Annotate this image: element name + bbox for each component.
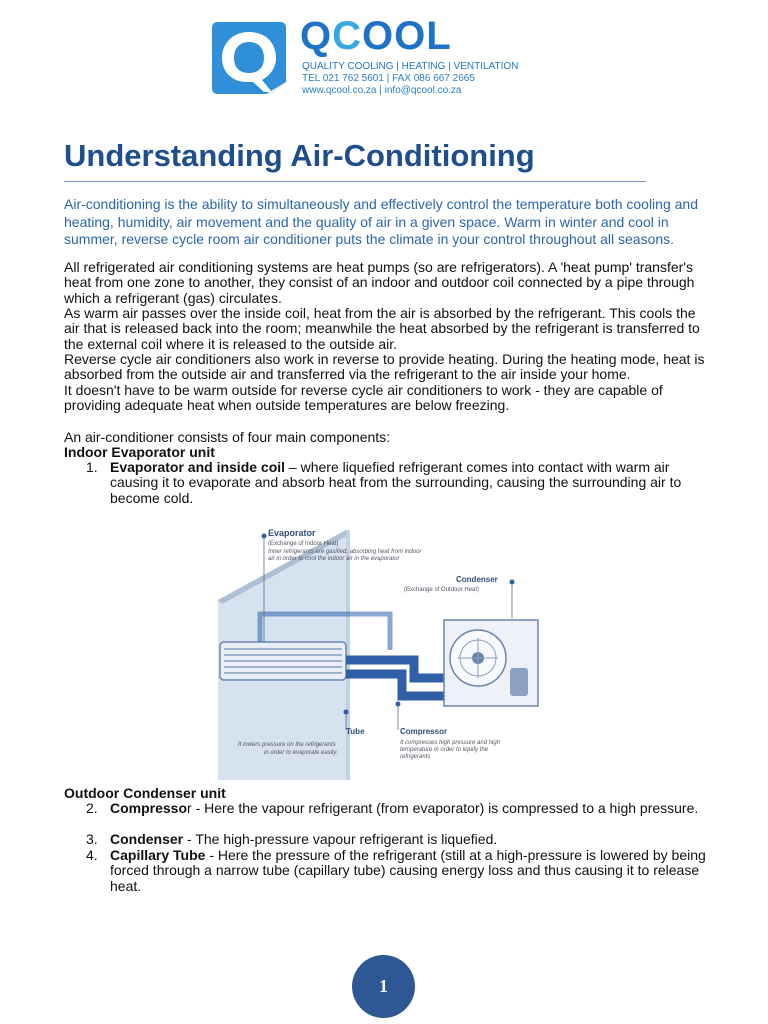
svg-text:(Exchange of Indoor Heat): (Exchange of Indoor Heat)	[268, 541, 339, 547]
qcool-logo	[200, 14, 519, 104]
tube-label: Tube	[346, 727, 365, 736]
svg-text:Inner refrigerants are gasifie: Inner refrigerants are gasified, absorbing heat from indoor	[268, 549, 422, 555]
compressor-label: Compressor	[400, 727, 448, 736]
components-intro: An air-conditioner consists of four main components:	[64, 429, 391, 445]
indoor-unit-heading: Indoor Evaporator unit	[64, 444, 215, 460]
logo-contact: TEL 021 762 5601 | FAX 086 667 2665	[302, 73, 475, 84]
intro-paragraph: Air-conditioning is the ability to simultaneously and effectively control the temperature both cooling and heating, humidity, air movement and the quality of air in a given space. Warm in winter and cool in summer, reverse cycle room air conditioner puts the climate in your control throughout all seasons.	[64, 196, 698, 248]
outdoor-unit-heading: Outdoor Condenser unit	[64, 785, 226, 801]
paragraph-heat-pumps: All refrigerated air conditioning systems are heat pumps (so are refrigerators). A 'heat pump' transfer's heat from one zone to another, they consist of an indoor and outdoor coil connected by a pipe through which a refrigerant (gas) circulates.	[64, 259, 695, 306]
paragraph-reverse-cycle: Reverse cycle air conditioners also work in reverse to provide heating. During the heating mode, heat is absorbed from the outside air and transferred via the refrigerant to the air inside your home.	[64, 351, 705, 383]
page-title: Understanding Air-Conditioning	[64, 138, 535, 173]
paragraph-cooling: As warm air passes over the inside coil, heat from the air is absorbed by the refrigerant. This cools the air that is released back into the room; meanwhile the heat absorbed by the refrigerant is transferred to the external coil where it is released to the outside air.	[64, 305, 700, 352]
condenser-label: Condenser	[456, 575, 498, 584]
svg-text:refrigerants: refrigerants	[400, 754, 431, 760]
logo-web: www.qcool.co.za | info@qcool.co.za	[302, 85, 462, 96]
svg-text:It compresses high pressure an: It compresses high pressure and high	[400, 740, 501, 746]
paragraph-heating-freezing: It doesn't have to be warm outside for reverse cycle air conditioners to work - they are capable of providing adequate heat when outside temperatures are below freezing.	[64, 382, 663, 414]
air-conditioner-diagram	[200, 518, 552, 780]
svg-text:in order to evaporate easily.: in order to evaporate easily.	[264, 750, 338, 756]
brand-name: QCOOL	[300, 14, 452, 58]
page-number-badge: 1	[352, 955, 415, 1018]
svg-text:temperature in order to liquif: temperature in order to liquify the	[400, 747, 489, 753]
logo-tagline: QUALITY COOLING | HEATING | VENTILATION	[302, 61, 519, 72]
svg-text:(Exchange of Outdoor Heat): (Exchange of Outdoor Heat)	[404, 587, 480, 593]
svg-text:It lowers pressure on the refr: It lowers pressure on the refrigerants	[238, 742, 336, 748]
svg-text:air in order to cool the indoo: air in order to cool the indoor air in the evaporator	[268, 556, 400, 562]
q-logo-icon	[206, 20, 292, 102]
evaporator-label: Evaporator	[268, 528, 316, 538]
title-divider	[64, 181, 646, 182]
compressor-part	[510, 668, 528, 696]
